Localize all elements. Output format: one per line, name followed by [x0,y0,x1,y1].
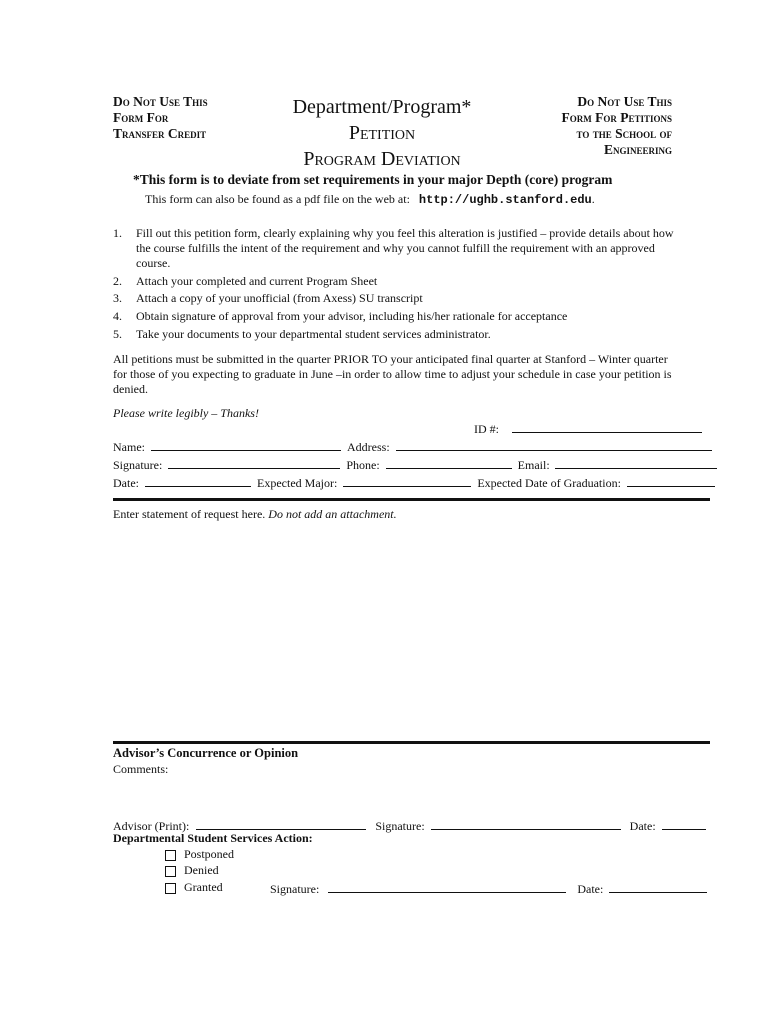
pdf-note-text: This form can also be found as a pdf file on the web at: [145,192,410,206]
services-date-field[interactable] [609,880,707,893]
services-signature-field[interactable] [328,880,566,893]
pdf-note [145,192,595,207]
date-field[interactable] [145,474,251,487]
advisor-date-label: Date: [629,819,656,833]
legibly-note: Please write legibly – Thanks! [113,406,259,420]
step-text: Fill out this petition form, clearly explaining why you feel this alteration is justified – provide details about how the course fulfills the intent of the requirement and why you cannot fulfill the requirement with an approved course. [136,226,674,270]
postponed-checkbox[interactable] [165,850,176,861]
email-field[interactable] [555,456,717,469]
advisor-print-field[interactable] [196,817,366,830]
signature-phone-email-row [113,456,717,473]
advisor-heading: Advisor’s Concurrence or Opinion [113,746,299,760]
expected-major-label: Expected Major: [257,476,338,490]
name-label: Name: [113,440,145,454]
warning-line: Form For [113,110,169,125]
warning-line: to the School of [576,126,672,141]
step-number: 4. [113,309,122,323]
step-number: 2. [113,274,122,288]
warning-line: Form For Petitions [561,110,672,125]
id-field[interactable] [512,420,702,433]
email-label: Email: [517,458,550,472]
title-line: Department/Program* [292,96,472,118]
warning-line: Engineering [603,142,672,157]
website-link[interactable]: http://ughb.stanford.edu [418,193,592,207]
advisor-date-field[interactable] [662,817,706,830]
step-text: Obtain signature of approval from your advisor, including his/her rationale for acceptance [136,309,568,323]
id-row [474,420,702,437]
signature-label: Signature: [113,458,163,472]
statement-area[interactable] [113,526,710,732]
services-signature-label: Signature: [270,882,320,896]
statement-prompt-text: Enter statement of request here. [113,507,266,521]
statement-note: Do not add an attachment. [268,507,397,521]
warning-line: Do Not Use This [577,94,672,109]
granted-checkbox[interactable] [165,883,176,894]
step-text: Take your documents to your departmental student services administrator. [136,327,491,341]
advisor-signature-label: Signature: [375,819,425,833]
comments-label: Comments: [113,762,169,776]
form-title [262,94,502,172]
address-label: Address: [347,440,390,454]
section-divider [113,741,710,744]
address-field[interactable] [396,438,712,451]
title-line: Program Deviation [303,148,461,170]
services-date-label: Date: [577,882,604,896]
expected-major-field[interactable] [343,474,471,487]
phone-label: Phone: [346,458,380,472]
warning-line: Transfer Credit [113,126,207,141]
services-heading: Departmental Student Services Action: [113,831,313,845]
comments-area[interactable] [113,778,710,814]
signature-field[interactable] [168,456,340,469]
date-label: Date: [113,476,139,490]
pdf-note-suffix: . [591,192,595,206]
step-number: 3. [113,291,122,305]
name-address-row [113,438,712,455]
petitions-warning [561,94,672,158]
section-divider [113,498,710,501]
step-number: 1. [113,226,122,240]
statement-prompt [113,507,397,522]
denied-option[interactable] [165,863,219,878]
postponed-option[interactable] [165,847,234,862]
warning-line: Do Not Use This [113,94,208,109]
form-purpose: *This form is to deviate from set requirements in your major Depth (core) program [133,172,613,187]
advisor-signature-field[interactable] [431,817,621,830]
title-line: Petition [348,122,416,144]
expected-graduation-label: Expected Date of Graduation: [477,476,621,490]
date-major-graduation-row [113,474,715,491]
deadline-paragraph: All petitions must be submitted in the quarter PRIOR TO your anticipated final quarter at Stanford – Winter quarter for those of you expecting to graduate in June –in order to allow time to adjust your schedule in case your petition is denied. [113,352,672,396]
denied-label: Denied [184,863,219,877]
step-text: Attach a copy of your unofficial (from Axess) SU transcript [136,291,423,305]
id-label: ID #: [474,422,499,436]
step-text: Attach your completed and current Program Sheet [136,274,378,288]
advisor-print-label: Advisor (Print): [113,819,190,833]
services-sign-row [270,880,707,897]
denied-checkbox[interactable] [165,866,176,877]
step-number: 5. [113,327,122,341]
expected-graduation-field[interactable] [627,474,715,487]
granted-option[interactable] [165,880,223,895]
granted-label: Granted [184,880,223,894]
phone-field[interactable] [386,456,512,469]
postponed-label: Postponed [184,847,235,861]
name-field[interactable] [151,438,341,451]
transfer-credit-warning [113,94,208,142]
